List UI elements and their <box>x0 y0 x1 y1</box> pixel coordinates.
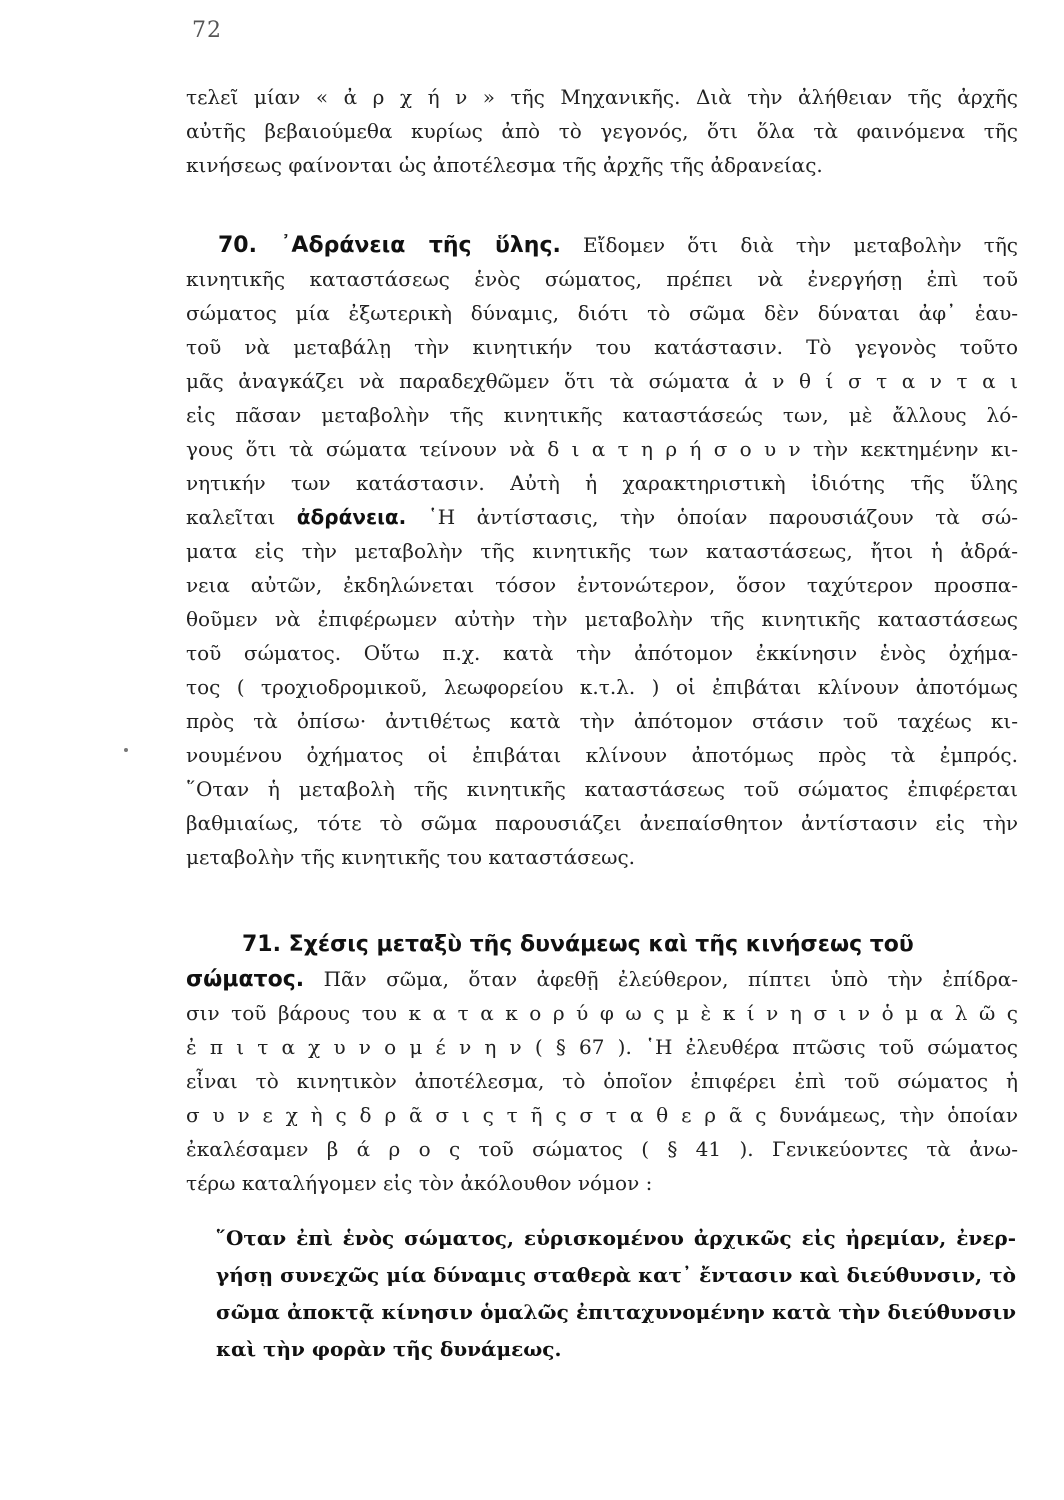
text-line: τελεῖ μίαν « ἀ ρ χ ή ν » τῆς Μηχανικῆς. Διὰ τὴν ἀλήθειαν τῆς ἀρχῆς <box>186 85 1018 109</box>
text-line: τοῦ σώματος. Οὕτω π.χ. κατὰ τὴν ἀπότομον ἐκκίνησιν ἑνὸς ὀχήμα- <box>186 641 1018 665</box>
section-71-line-rest: Πᾶν σῶμα, ὅταν ἀφεθῇ ἐλεύθερον, πίπτει ὑπὸ τὴν ἐπίδρα- <box>323 967 1018 991</box>
text-line: μεταβολὴν τῆς κινητικῆς του καταστάσεως. <box>186 845 636 869</box>
law-line: καὶ τὴν φορὰν τῆς δυνάμεως. <box>216 1337 562 1361</box>
text-line: ἐκαλέσαμεν β ά ρ ο ς τοῦ σώματος ( § 41 ). Γενικεύοντες τὰ ἀνω- <box>186 1137 1018 1161</box>
text-line: σ υ ν ε χ ὴ ς δ ρ ᾶ σ ι ς τ ῆ ς σ τ α θ ε ρ ᾶ ς δυνάμεως, τὴν ὁποίαν <box>186 1103 1018 1127</box>
text-line: γους ὅτι τὰ σώματα τείνουν νὰ δ ι α τ η ρ ή σ ο υ ν τὴν κεκτημένην κι- <box>186 437 1018 461</box>
text-line: νητικήν των κατάστασιν. Αὐτὴ ἡ χαρακτηριστικὴ ἰδιότης τῆς ὕλης <box>186 471 1018 495</box>
section-70-heading: 70. ᾿Αδράνεια τῆς ὕλης. <box>218 233 561 258</box>
law-line: ῞Οταν ἐπὶ ἑνὸς σώματος, εὑρισκομένου ἀρχικῶς εἰς ἠρεμίαν, ἐνερ- <box>216 1226 1016 1250</box>
text-line: ῞Οταν ἡ μεταβολὴ τῆς κινητικῆς καταστάσεως τοῦ σώματος ἐπιφέρεται <box>186 777 1018 801</box>
text-line: νεια αὐτῶν, ἐκδηλώνεται τόσον ἐντονώτερον, ὅσον ταχύτερον προσπα- <box>186 573 1018 597</box>
section-71-heading: 71. Σχέσις μεταξὺ τῆς δυνάμεως καὶ τῆς κινήσεως τοῦ <box>242 932 914 957</box>
section-70-first-line-rest: Εἴδομεν ὅτι διὰ τὴν μεταβολὴν τῆς <box>583 233 1019 257</box>
margin-speck <box>124 748 128 752</box>
law-statement <box>216 1220 1016 1368</box>
text-line: βαθμιαίως, τότε τὸ σῶμα παρουσιάζει ἀνεπαίσθητον ἀντίστασιν εἰς τὴν <box>186 811 1018 835</box>
text-line: κινήσεως φαίνονται ὡς ἀποτέλεσμα τῆς ἀρχῆς τῆς ἀδρανείας. <box>186 153 823 177</box>
section-71-heading-cont: σώματος. <box>186 967 305 992</box>
page-number: 72 <box>192 18 222 43</box>
text-line: νουμένου ὀχήματος οἱ ἐπιβάται κλίνουν ἀποτόμως πρὸς τὰ ἐμπρός. <box>186 743 1018 767</box>
section-71-heading-line2 <box>186 962 1018 996</box>
text-line: κινητικῆς καταστάσεως ἑνὸς σώματος, πρέπει νὰ ἐνεργήσῃ ἐπὶ τοῦ <box>186 267 1018 291</box>
text-line: εἶναι τὸ κινητικὸν ἀποτέλεσμα, τὸ ὁποῖον ἐπιφέρει ἐπὶ τοῦ σώματος ἡ <box>186 1069 1018 1093</box>
text-line: τος ( τροχιοδρομικοῦ, λεωφορείου κ.τ.λ. ) οἱ ἐπιβάται κλίνουν ἀποτόμως <box>186 675 1018 699</box>
text-line: τοῦ νὰ μεταβάλῃ τὴν κινητικήν του κατάστασιν. Τὸ γεγονὸς τοῦτο <box>186 335 1018 359</box>
section-70-first-line <box>186 228 1018 262</box>
text-line: ματα εἰς τὴν μεταβολὴν τῆς κινητικῆς των καταστάσεως, ἤτοι ἡ ἀδρά- <box>186 539 1018 563</box>
text-line: τέρω καταλήγομεν εἰς τὸν ἀκόλουθον νόμον : <box>186 1171 653 1195</box>
text-line: εἰς πᾶσαν μεταβολὴν τῆς κινητικῆς καταστάσεώς των, μὲ ἄλλους λό- <box>186 403 1018 427</box>
definition-line <box>186 500 1018 534</box>
law-line: γήσῃ συνεχῶς μία δύναμις σταθερὰ κατ᾿ ἔντασιν καὶ διεύθυνσιν, τὸ <box>216 1263 1016 1287</box>
intro-paragraph <box>186 80 1018 182</box>
text-line: πρὸς τὰ ὀπίσω· ἀντιθέτως κατὰ τὴν ἀπότομον στάσιν τοῦ ταχέως κι- <box>186 709 1018 733</box>
term-inertia: ἀδράνεια. <box>296 505 407 529</box>
text-line: ἐ π ι τ α χ υ ν ο μ έ ν η ν ( § 67 ). ῾Η ἐλευθέρα πτῶσις τοῦ σώματος <box>186 1035 1018 1059</box>
section-71 <box>186 928 1018 1200</box>
text-line: θοῦμεν νὰ ἐπιφέρωμεν αὐτὴν τὴν μεταβολὴν τῆς κινητικῆς καταστάσεως <box>186 607 1018 631</box>
text-line: σώματος μία ἐξωτερικὴ δύναμις, διότι τὸ σῶμα δὲν δύναται ἀφ᾿ ἑαυ- <box>186 301 1018 325</box>
definition-line-start: καλεῖται <box>186 505 276 529</box>
definition-line-rest: ῾Η ἀντίστασις, τὴν ὁποίαν παρουσιάζουν τὰ σώ- <box>427 505 1019 529</box>
section-70 <box>186 228 1018 874</box>
text-line: αὐτῆς βεβαιούμεθα κυρίως ἀπὸ τὸ γεγονός, ὅτι ὅλα τὰ φαινόμενα τῆς <box>186 119 1018 143</box>
text-line: σιν τοῦ βάρους του κ α τ α κ ο ρ ύ φ ω ς μ ὲ κ ί ν η σ ι ν ὁ μ α λ ῶ ς <box>186 1001 1018 1025</box>
text-line: μᾶς ἀναγκάζει νὰ παραδεχθῶμεν ὅτι τὰ σώματα ἀ ν θ ί σ τ α ν τ α ι <box>186 369 1018 393</box>
law-line: σῶμα ἀποκτᾷ κίνησιν ὁμαλῶς ἐπιταχυνομένην κατὰ τὴν διεύθυνσιν <box>216 1300 1016 1324</box>
